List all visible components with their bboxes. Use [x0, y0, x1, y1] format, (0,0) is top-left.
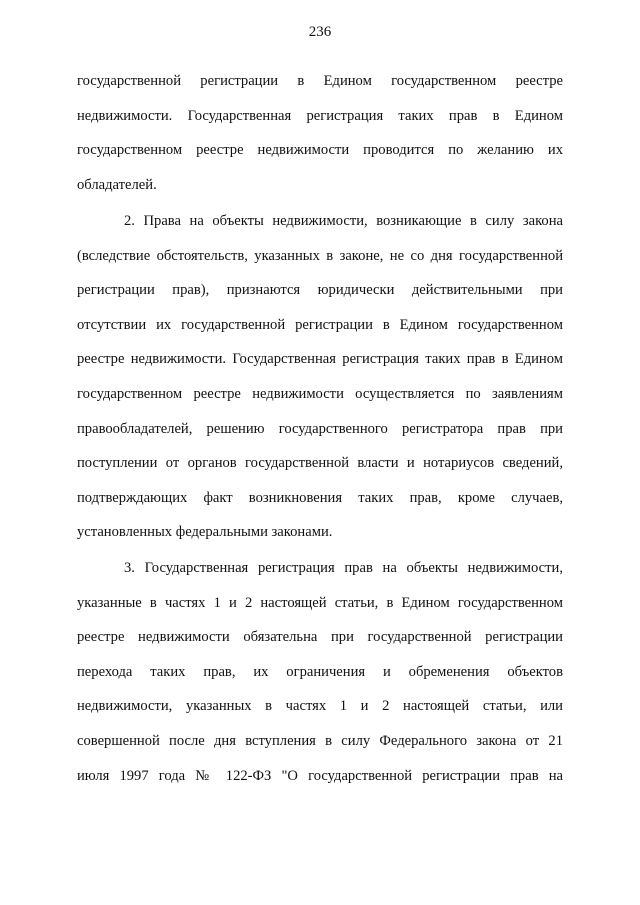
text-line: перехода таких прав, их ограничения и обременения объектов	[77, 663, 563, 680]
text-line: подтверждающих факт возникновения таких прав, кроме случаев,	[77, 489, 563, 506]
paragraph-3	[77, 551, 563, 793]
text-line: обладателей.	[77, 176, 157, 193]
text-line: поступлении от органов государственной власти и нотариусов сведений,	[77, 455, 563, 472]
text-line: июля 1997 года № 122-ФЗ "О государственной регистрации прав на	[77, 767, 563, 784]
text-line: регистрации прав), признаются юридически действительными при	[77, 282, 563, 299]
text-line: указанные в частях 1 и 2 настоящей статьи, в Едином государственном	[77, 594, 563, 611]
text-line: установленных федеральными законами.	[77, 524, 333, 541]
text-line: 3. Государственная регистрация прав на объекты недвижимости,	[124, 560, 563, 576]
text-line: 2. Права на объекты недвижимости, возникающие в силу закона	[124, 213, 563, 229]
text-line: (вследствие обстоятельств, указанных в законе, не со дня государственной	[77, 247, 563, 264]
page-number: 236	[308, 24, 332, 40]
text-line: государственном реестре недвижимости осуществляется по заявлениям	[77, 385, 563, 402]
text-line: реестре недвижимости обязательна при государственной регистрации	[77, 629, 563, 646]
text-line: недвижимости, указанных в частях 1 и 2 настоящей статьи, или	[77, 698, 563, 715]
paragraph-1	[77, 64, 563, 202]
text-line: государственном реестре недвижимости проводится по желанию их	[77, 142, 563, 159]
text-line: реестре недвижимости. Государственная регистрация таких прав в Едином	[77, 351, 563, 368]
text-line: недвижимости. Государственная регистрация таких прав в Едином	[77, 107, 563, 124]
paragraph-2	[77, 204, 563, 550]
text-line: отсутствии их государственной регистрации в Едином государственном	[77, 316, 563, 333]
text-line: государственной регистрации в Едином государственном реестре	[77, 73, 563, 89]
text-line: правообладателей, решению государственного регистратора прав при	[77, 420, 563, 437]
text-line: совершенной после дня вступления в силу Федерального закона от 21	[77, 732, 563, 749]
